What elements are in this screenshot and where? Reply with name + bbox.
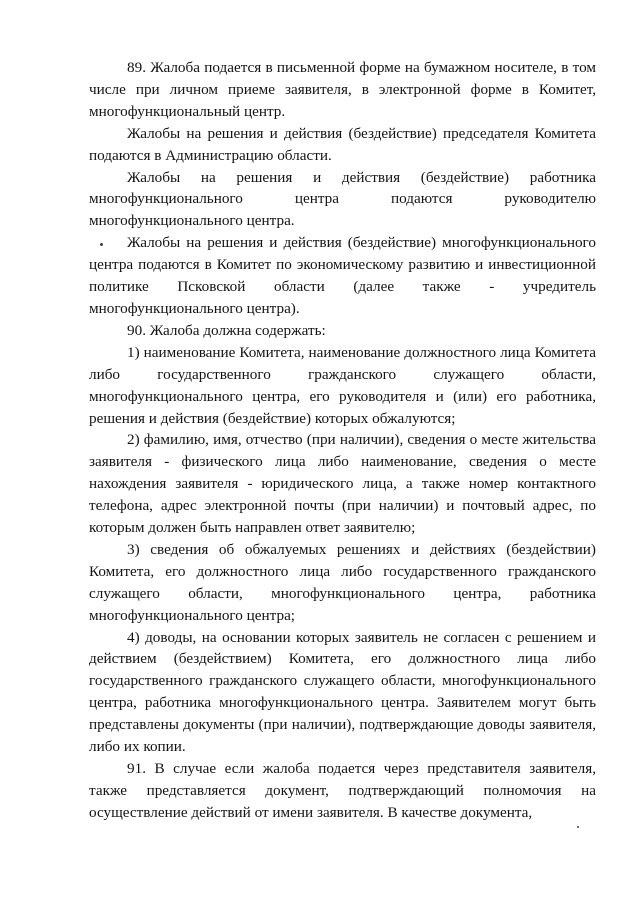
paragraph-90-item-2: 2) фамилию, имя, отчество (при наличии), сведения о месте жительства заявителя - физического лица либо наименование, сведения о месте нахождения заявителя - юридического лица, а также номер контактного телефона, адрес электронной почты (при наличии) и почтовый адрес, по которым должен быть направлен ответ заявителю; [89,431,596,537]
scan-speck [100,243,103,246]
document-body [89,57,596,824]
paragraph-90: 90. Жалоба должна содержать: [127,321,326,339]
paragraph-91: 91. В случае если жалоба подается через представителя заявителя, также представляется документ, подтверждающий полномочия на осуществление действий от имени заявителя. В качестве документа, [89,760,596,821]
paragraph-chairman-complaints: Жалобы на решения и действия (бездействие) председателя Комитета подаются в Администрацию области. [89,124,596,164]
paragraph-90-item-1: 1) наименование Комитета, наименование должностного лица Комитета либо государственного гражданского служащего области, многофункционального центра, его руководителя и (или) его работника, решения и действия (бездействие) которых обжалуются; [89,343,596,427]
paragraph-89: 89. Жалоба подается в письменной форме на бумажном носителе, в том числе при личном приеме заявителя, в электронной форме в Комитет, многофункциональный центр. [89,59,596,120]
paragraph-90-item-3: 3) сведения об обжалуемых решениях и действиях (бездействии) Комитета, его должностного лица либо государственного гражданского служащего области, многофункционального центра, работника многофункционального центра; [89,540,596,624]
paragraph-90-item-4: 4) доводы, на основании которых заявитель не согласен с решением и действием (бездействием) Комитета, его должностного лица либо государственного гражданского служащего области, многофункционального центра, работника многофункционального центра. Заявителем могут быть представлены документы (при наличии), подтверждающие доводы заявителя, либо их копии. [89,628,596,756]
paragraph-mfc-complaints: Жалобы на решения и действия (бездействие) многофункционального центра подаются в Комитет по экономическому развитию и инвестиционной политике Псковской области (далее также - учредитель многофункционального центра). [89,234,596,317]
scan-speck [577,826,579,828]
paragraph-mfc-worker-complaints: Жалобы на решения и действия (бездействие) работника многофункционального центра подаются руководителю многофункционального центра. [89,168,596,230]
